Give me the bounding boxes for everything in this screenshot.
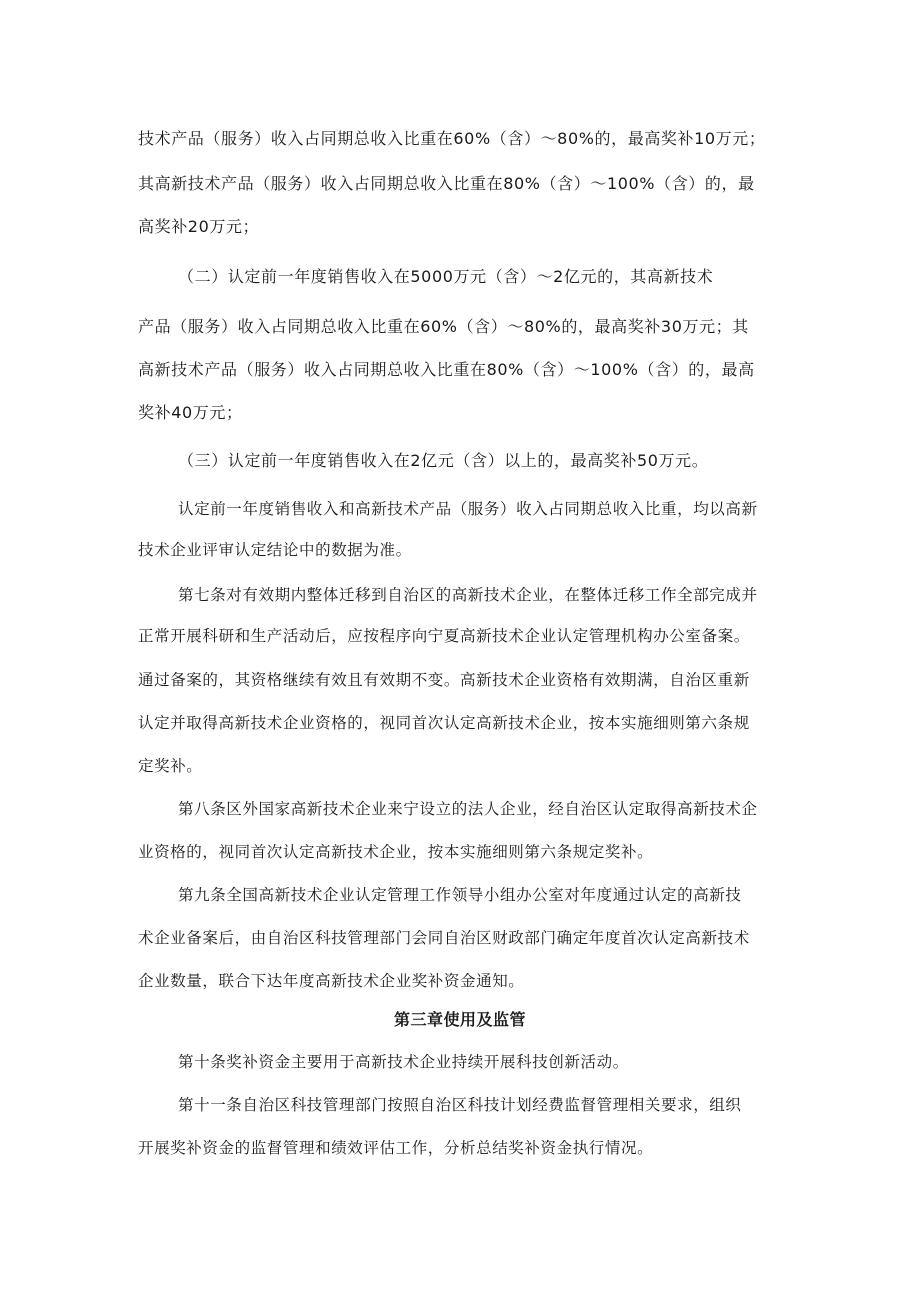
body-line: 第十条奖补资金主要用于高新技术企业持续开展科技创新活动。 <box>178 1053 629 1071</box>
body-line: 技术企业评审认定结论中的数据为准。 <box>138 541 412 559</box>
body-line: 认定前一年度销售收入和高新技术产品（服务）收入占同期总收入比重，均以高新 <box>178 500 758 518</box>
body-line: 正常开展科研和生产活动后，应按程序向宁夏高新技术企业认定管理机构办公室备案。 <box>138 627 750 645</box>
body-line: 产品（服务）收入占同期总收入比重在60%（含）～80%的，最高奖补30万元；其 <box>138 317 749 336</box>
body-line: 高奖补20万元； <box>138 217 260 236</box>
body-line: 高新技术产品（服务）收入占同期总收入比重在80%（含）～100%（含）的，最高 <box>138 360 755 379</box>
body-line: 技术产品（服务）收入占同期总收入比重在60%（含）～80%的，最高奖补10万元； <box>138 129 766 148</box>
chapter-heading: 第三章使用及监管 <box>393 1010 526 1029</box>
body-line: 第九条全国高新技术企业认定管理工作领导小组办公室对年度通过认定的高新技 <box>178 886 742 904</box>
body-line: 术企业备案后，由自治区科技管理部门会同自治区财政部门确定年度首次认定高新技术 <box>138 929 750 947</box>
body-line: 企业数量，联合下达年度高新技术企业奖补资金通知。 <box>138 972 525 990</box>
body-line: 业资格的，视同首次认定高新技术企业，按本实施细则第六条规定奖补。 <box>138 843 654 861</box>
body-line: 通过备案的，其资格继续有效且有效期不变。高新技术企业资格有效期满，自治区重新 <box>138 671 750 689</box>
body-line: 定奖补。 <box>138 757 203 775</box>
body-line: 第十一条自治区科技管理部门按照自治区科技计划经费监督管理相关要求，组织 <box>178 1096 742 1114</box>
body-line: 第七条对有效期内整体迁移到自治区的高新技术企业，在整体迁移工作全部完成并 <box>178 586 758 604</box>
body-line: （三）认定前一年度销售收入在2亿元（含）以上的，最高奖补50万元。 <box>178 451 709 470</box>
body-line: 其高新技术产品（服务）收入占同期总收入比重在80%（含）～100%（含）的，最 <box>138 174 755 193</box>
body-line: 开展奖补资金的监督管理和绩效评估工作，分析总结奖补资金执行情况。 <box>138 1139 654 1157</box>
body-line: 认定并取得高新技术企业资格的，视同首次认定高新技术企业，按本实施细则第六条规 <box>138 714 750 732</box>
body-line: 奖补40万元； <box>138 403 243 422</box>
body-line: 第八条区外国家高新技术企业来宁设立的法人企业，经自治区认定取得高新技术企 <box>178 800 758 818</box>
body-line: （二）认定前一年度销售收入在5000万元（含）～2亿元的，其高新技术 <box>178 267 714 286</box>
